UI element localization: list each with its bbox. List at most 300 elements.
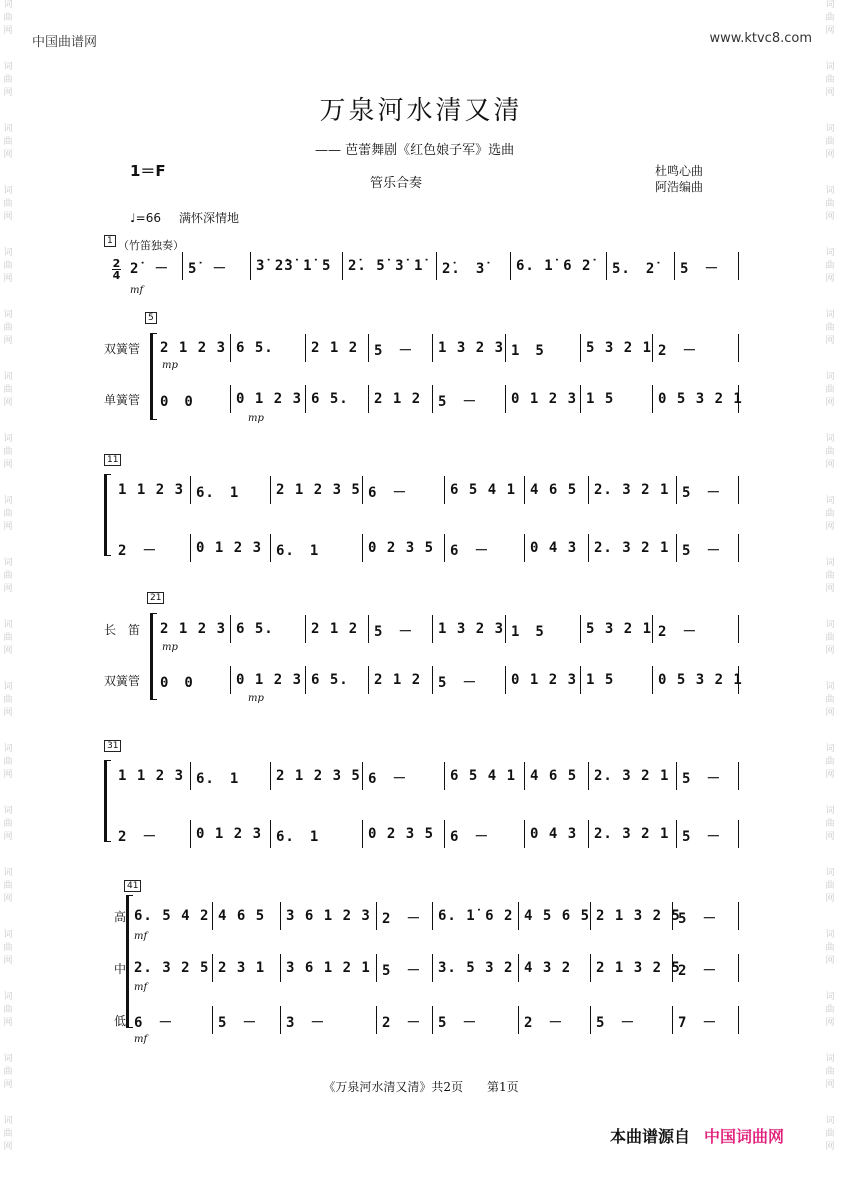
watermark-char: 词 [825, 1054, 835, 1064]
watermark-char: 词 [3, 558, 13, 568]
barline [212, 902, 213, 930]
measure-notes: 5. 2̇ [612, 261, 656, 277]
measure-notes: 5 － [596, 1015, 636, 1031]
measure-notes: 3. 5 3 2 [438, 960, 514, 976]
measure-notes: 6 5. [236, 621, 274, 637]
watermark-char: 词 [825, 372, 835, 382]
barline [672, 954, 673, 982]
time-signature: 2 4 [112, 257, 121, 282]
barline [342, 252, 343, 280]
measure-notes: 5 － [374, 624, 414, 640]
watermark-char: 网 [825, 894, 835, 904]
measure-notes: 2. 3 2 1 [594, 540, 670, 556]
watermark-char: 网 [3, 584, 13, 594]
score-subtitle: —— 芭蕾舞剧《红色娘子军》选曲 [315, 143, 515, 158]
watermark-char: 词 [825, 0, 835, 10]
barline [270, 476, 271, 504]
dynamic-marking: mf [130, 285, 144, 296]
measure-notes: 0 0 [160, 675, 194, 691]
watermark-char: 网 [3, 1018, 13, 1028]
barline [652, 615, 653, 643]
barline [305, 385, 306, 413]
barline [738, 666, 739, 694]
watermark-char: 词 [825, 248, 835, 258]
measure-notes: 6. 1 [276, 829, 320, 845]
rehearsal-mark: 31 [104, 740, 121, 752]
source-brand[interactable]: 中国词曲网 [704, 1127, 785, 1146]
barline [580, 615, 581, 643]
measure-notes: 2 － [382, 1015, 422, 1031]
watermark-char: 网 [825, 1080, 835, 1090]
measure-notes: 2̇ － [130, 261, 170, 277]
barline [376, 954, 377, 982]
rehearsal-mark: 1 [104, 235, 116, 247]
barline [676, 762, 677, 790]
watermark-char: 曲 [825, 75, 835, 85]
barline [590, 902, 591, 930]
barline [212, 954, 213, 982]
watermark-char: 网 [825, 336, 835, 346]
barline [738, 762, 739, 790]
measure-notes: 3̇ 2̇3̇ 1̇ 5 [256, 258, 332, 274]
watermark-char: 词 [825, 806, 835, 816]
watermark-char: 网 [825, 708, 835, 718]
measure-notes: 2 － [678, 963, 718, 979]
measure-notes: 2 － [524, 1015, 564, 1031]
watermark-char: 曲 [3, 819, 13, 829]
watermark-char: 曲 [825, 1129, 835, 1139]
watermark-char: 词 [825, 744, 835, 754]
watermark-char: 曲 [3, 323, 13, 333]
barline [652, 334, 653, 362]
watermark-char: 网 [825, 1142, 835, 1152]
watermark-char: 网 [3, 398, 13, 408]
measure-notes: 0 1 2 3 [236, 672, 303, 688]
watermark-char: 曲 [3, 943, 13, 953]
page-footer: 《万泉河水清又清》共2页 第1页 [323, 1080, 519, 1094]
watermark-char: 网 [825, 584, 835, 594]
score-title: 万泉河水清又清 [319, 96, 523, 126]
site-url[interactable]: www.ktvc8.com [709, 31, 812, 46]
watermark-char: 曲 [3, 13, 13, 23]
measure-notes: 3 6 1 2 3 [286, 908, 371, 924]
dynamic-marking: mp [248, 693, 264, 704]
measure-notes: 5 － [682, 771, 722, 787]
barline [230, 666, 231, 694]
barline [368, 334, 369, 362]
measure-notes: 2 － [658, 624, 698, 640]
barline [305, 615, 306, 643]
measure-notes: 6 － [134, 1015, 174, 1031]
watermark-char: 词 [3, 186, 13, 196]
left-watermark [2, 0, 14, 1178]
measure-notes: 6 － [450, 829, 490, 845]
barline [580, 385, 581, 413]
watermark-char: 曲 [825, 571, 835, 581]
watermark-char: 网 [825, 460, 835, 470]
barline [230, 615, 231, 643]
barline [368, 385, 369, 413]
barline [270, 534, 271, 562]
measure-notes: 0 5 3 2 1 [658, 672, 743, 688]
measure-notes: 6. 5 4 2 [134, 908, 210, 924]
measure-notes: 2 1 2 [374, 672, 422, 688]
measure-notes: 6 5. [311, 672, 349, 688]
measure-notes: 5 － [218, 1015, 258, 1031]
measure-notes: 2 1 3 2 5 [596, 908, 681, 924]
barline [444, 476, 445, 504]
barline [190, 476, 191, 504]
right-watermark [824, 0, 836, 1178]
barline [305, 334, 306, 362]
watermark-char: 网 [3, 770, 13, 780]
barline [676, 820, 677, 848]
watermark-char: 词 [3, 496, 13, 506]
rehearsal-mark: 5 [145, 312, 157, 324]
measure-notes: 2 1 2 3 [160, 340, 227, 356]
watermark-char: 曲 [825, 1005, 835, 1015]
barline [676, 476, 677, 504]
watermark-char: 网 [3, 212, 13, 222]
measure-notes: 2. 3 2 1 [594, 768, 670, 784]
measure-notes: 5̇ － [188, 261, 228, 277]
measure-notes: 2 1 2 [311, 340, 359, 356]
measure-notes: 0 2 3 5 [368, 540, 435, 556]
source-credit [610, 1124, 784, 1147]
watermark-char: 曲 [825, 447, 835, 457]
watermark-char: 网 [3, 26, 13, 36]
barline [230, 334, 231, 362]
system-bracket [126, 895, 129, 1028]
barline [505, 666, 506, 694]
barline [190, 762, 191, 790]
watermark-char: 词 [3, 372, 13, 382]
instrument-label: 中 [114, 962, 127, 976]
measure-notes: 3 6 1 2 1 [286, 960, 371, 976]
watermark-char: 词 [3, 248, 13, 258]
barline [518, 902, 519, 930]
dynamic-marking: mf [134, 931, 148, 942]
barline [432, 615, 433, 643]
watermark-char: 词 [3, 620, 13, 630]
rehearsal-mark: 11 [104, 454, 121, 466]
watermark-char: 曲 [825, 695, 835, 705]
measure-notes: 6 － [450, 543, 490, 559]
barline [305, 666, 306, 694]
watermark-char: 曲 [3, 137, 13, 147]
watermark-char: 网 [3, 708, 13, 718]
watermark-char: 词 [3, 806, 13, 816]
watermark-char: 网 [3, 832, 13, 842]
measure-notes: 0 0 [160, 394, 194, 410]
watermark-char: 词 [825, 992, 835, 1002]
key-signature: 1＝F [130, 162, 166, 180]
watermark-char: 网 [825, 212, 835, 222]
barline [432, 954, 433, 982]
dynamic-marking: mf [134, 1034, 148, 1045]
barline [652, 385, 653, 413]
barline [362, 476, 363, 504]
barline [674, 252, 675, 280]
measure-notes: 1 5 [511, 624, 545, 640]
barline [444, 534, 445, 562]
measure-notes: 5 － [374, 343, 414, 359]
barline [588, 534, 589, 562]
measure-notes: 2 1 2 3 5 [276, 482, 361, 498]
watermark-char: 词 [3, 310, 13, 320]
barline [376, 902, 377, 930]
watermark-char: 曲 [825, 633, 835, 643]
watermark-char: 网 [825, 274, 835, 284]
barline [738, 615, 739, 643]
measure-notes: 6 5. [311, 391, 349, 407]
watermark-char: 曲 [825, 323, 835, 333]
watermark-char: 曲 [825, 881, 835, 891]
barline [280, 1006, 281, 1034]
barline [432, 666, 433, 694]
watermark-char: 网 [825, 88, 835, 98]
barline [738, 385, 739, 413]
measure-notes: 1 5 [586, 672, 615, 688]
watermark-char: 网 [825, 770, 835, 780]
barline [362, 534, 363, 562]
barline [432, 334, 433, 362]
watermark-char: 网 [3, 1080, 13, 1090]
instrument-label: 高 [114, 910, 127, 924]
watermark-char: 词 [825, 496, 835, 506]
barline [518, 1006, 519, 1034]
measure-notes: 2̇. 3̇ [442, 261, 486, 277]
measure-notes: 5 3 2 1 [586, 340, 653, 356]
measure-notes: 0 4 3 [530, 540, 578, 556]
barline [590, 1006, 591, 1034]
watermark-char: 曲 [825, 757, 835, 767]
barline [436, 252, 437, 280]
measure-notes: 2 － [658, 343, 698, 359]
rehearsal-mark: 21 [147, 592, 164, 604]
barline [672, 1006, 673, 1034]
watermark-char: 网 [3, 956, 13, 966]
source-label: 本曲谱源自 [610, 1127, 691, 1146]
barline [738, 534, 739, 562]
ensemble-form: 管乐合奏 [370, 176, 423, 191]
watermark-char: 曲 [3, 509, 13, 519]
measure-notes: 5 － [682, 829, 722, 845]
dynamic-marking: mp [162, 360, 178, 371]
barline [738, 334, 739, 362]
watermark-char: 曲 [3, 633, 13, 643]
watermark-char: 网 [3, 646, 13, 656]
measure-notes: 4 6 5 [218, 908, 266, 924]
watermark-char: 网 [825, 150, 835, 160]
watermark-char: 词 [3, 682, 13, 692]
measure-notes: 6 5 4 1 [450, 482, 517, 498]
barline [368, 615, 369, 643]
barline [738, 476, 739, 504]
barline [518, 954, 519, 982]
credits [655, 163, 703, 195]
barline [505, 385, 506, 413]
watermark-char: 网 [825, 956, 835, 966]
watermark-char: 词 [825, 930, 835, 940]
measure-notes: 0 4 3 [530, 826, 578, 842]
measure-notes: 6. 1 [196, 771, 240, 787]
watermark-char: 网 [3, 150, 13, 160]
measure-notes: 2 1 2 [311, 621, 359, 637]
watermark-char: 网 [3, 522, 13, 532]
watermark-char: 网 [825, 1018, 835, 1028]
watermark-char: 词 [825, 620, 835, 630]
barline [212, 1006, 213, 1034]
barline [250, 252, 251, 280]
barline [432, 1006, 433, 1034]
measure-notes: 2 1 2 3 [160, 621, 227, 637]
measure-notes: 5 － [438, 675, 478, 691]
measure-notes: 1 3 2 3 [438, 340, 505, 356]
watermark-char: 词 [825, 62, 835, 72]
measure-notes: 2 3 1 [218, 960, 266, 976]
watermark-char: 词 [825, 682, 835, 692]
measure-notes: 0 2 3 5 [368, 826, 435, 842]
watermark-char: 词 [3, 744, 13, 754]
measure-notes: 2. 3 2 5 [134, 960, 210, 976]
measure-notes: 5 3 2 1 [586, 621, 653, 637]
watermark-char: 词 [3, 434, 13, 444]
measure-notes: 5 － [682, 543, 722, 559]
barline [672, 902, 673, 930]
measure-notes: 2. 3 2 1 [594, 826, 670, 842]
watermark-char: 网 [825, 398, 835, 408]
watermark-char: 曲 [825, 509, 835, 519]
watermark-char: 曲 [825, 137, 835, 147]
tempo-value: ♩=66 [130, 211, 161, 225]
watermark-char: 网 [3, 894, 13, 904]
watermark-char: 词 [3, 124, 13, 134]
barline [524, 820, 525, 848]
barline [676, 534, 677, 562]
watermark-char: 曲 [3, 695, 13, 705]
watermark-char: 词 [825, 186, 835, 196]
expression-text: 满怀深情地 [178, 211, 239, 225]
measure-notes: 1 3 2 3 [438, 621, 505, 637]
measure-notes: 0 1 2 3 [236, 391, 303, 407]
system-bracket [104, 474, 107, 556]
measure-notes: 6. 1̇ 6 2̇ [516, 258, 592, 274]
measure-notes: 5 － [678, 911, 718, 927]
watermark-char: 网 [3, 1142, 13, 1152]
measure-notes: 7 － [678, 1015, 718, 1031]
watermark-char: 网 [825, 26, 835, 36]
watermark-char: 词 [3, 62, 13, 72]
barline [280, 954, 281, 982]
system-bracket [150, 613, 153, 700]
barline [588, 762, 589, 790]
watermark-char: 词 [3, 1054, 13, 1064]
barline [280, 902, 281, 930]
measure-notes: 0 1 2 3 [511, 672, 578, 688]
measure-notes: 6 － [368, 771, 408, 787]
measure-notes: 2 1 3 2 5 [596, 960, 681, 976]
measure-notes: 2 － [382, 911, 422, 927]
measure-notes: 2̇. 5̇ 3̇ 1̇ [348, 258, 424, 274]
measure-notes: 5 － [680, 261, 720, 277]
dynamic-marking: mp [162, 642, 178, 653]
barline [270, 762, 271, 790]
barline [590, 954, 591, 982]
measure-notes: 5 － [382, 963, 422, 979]
barline [190, 820, 191, 848]
barline [444, 762, 445, 790]
watermark-char: 词 [825, 434, 835, 444]
measure-notes: 4 5 6 5 [524, 908, 591, 924]
dynamic-marking: mp [248, 413, 264, 424]
watermark-char: 曲 [3, 881, 13, 891]
watermark-char: 词 [825, 1116, 835, 1126]
system-bracket [104, 760, 107, 842]
barline [362, 762, 363, 790]
watermark-char: 曲 [3, 1067, 13, 1077]
barline [738, 902, 739, 930]
measure-notes: 0 1 2 3 [196, 826, 263, 842]
watermark-char: 曲 [3, 261, 13, 271]
watermark-char: 网 [3, 88, 13, 98]
measure-notes: 4 3 2 [524, 960, 572, 976]
barline [505, 334, 506, 362]
watermark-char: 曲 [3, 75, 13, 85]
measure-notes: 6 － [368, 485, 408, 501]
watermark-char: 词 [825, 868, 835, 878]
measure-notes: 0 1 2 3 [511, 391, 578, 407]
system-bracket [150, 333, 153, 420]
measure-notes: 1 5 [586, 391, 615, 407]
watermark-char: 曲 [825, 819, 835, 829]
measure-notes: 0 5 3 2 1 [658, 391, 743, 407]
watermark-char: 词 [3, 0, 13, 10]
measure-notes: 6. 1̇ 6 2 [438, 908, 514, 924]
barline [606, 252, 607, 280]
barline [524, 534, 525, 562]
measure-notes: 5 － [682, 485, 722, 501]
measure-notes: 0 1 2 3 [196, 540, 263, 556]
barline [182, 252, 183, 280]
watermark-char: 网 [825, 646, 835, 656]
measure-notes: 6. 1 [276, 543, 320, 559]
barline [432, 902, 433, 930]
watermark-char: 词 [3, 930, 13, 940]
watermark-char: 网 [3, 460, 13, 470]
barline [588, 820, 589, 848]
composer: 杜鸣心曲 [655, 164, 704, 178]
barline [368, 666, 369, 694]
instrument-label: 双簧管 [104, 674, 141, 688]
barline [230, 385, 231, 413]
instrument-label: 单簧管 [104, 393, 141, 407]
measure-notes: 3 － [286, 1015, 326, 1031]
tempo-marking [130, 209, 239, 226]
measure-notes: 2 1 2 3 5 [276, 768, 361, 784]
watermark-char: 曲 [825, 943, 835, 953]
watermark-char: 曲 [3, 571, 13, 581]
barline [444, 820, 445, 848]
barline [190, 534, 191, 562]
barline [588, 476, 589, 504]
measure-notes: 6. 1 [196, 485, 240, 501]
intro-annotation: （竹笛独奏） [118, 239, 184, 252]
measure-notes: 1 5 [511, 343, 545, 359]
measure-notes: 1 1 2 3 [118, 768, 185, 784]
watermark-char: 网 [825, 832, 835, 842]
site-name-left[interactable]: 中国曲谱网 [32, 35, 98, 50]
